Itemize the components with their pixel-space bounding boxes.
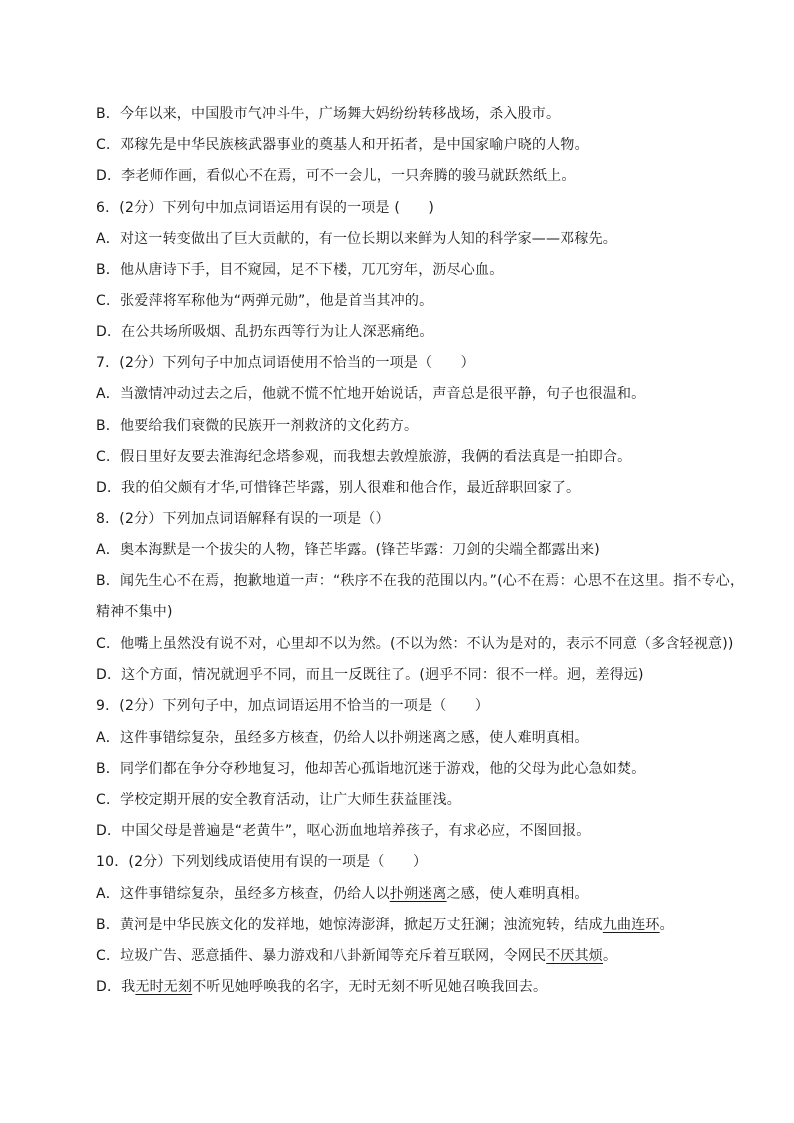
option-line: D．我的伯父颇有才华,可惜锋芒毕露，别人很难和他合作，最近辞职回家了。	[96, 480, 581, 496]
underlined-idiom: 无时无刻	[135, 979, 193, 995]
underlined-idiom: 不厌其烦	[546, 948, 603, 964]
option-line: A．这件事错综复杂，虽经多方核查，仍给人以扑朔迷离之感，使人难明真相。	[96, 730, 589, 746]
option-line: D．中国父母是普遍是“老黄牛”，呕心沥血地培养孩子，有求必应，不图回报。	[96, 823, 591, 839]
option-line: A．当激情冲动过去之后，他就不慌不忙地开始说话，声音总是很平静，句子也很温和。	[96, 386, 646, 402]
option-line: B．同学们都在争分夺秒地复习，他却苦心孤诣地沉迷于游戏，他的父母为此心急如焚。	[96, 761, 646, 777]
option-line: B．黄河是中华民族文化的发祥地，她惊涛澎湃，掀起万丈狂澜；浊流宛转，结成九曲连环。	[96, 917, 674, 933]
option-line: B．他从唐诗下手，目不窥园，足不下楼，兀兀穷年，沥尽心血。	[96, 262, 504, 278]
underlined-idiom: 九曲连环	[602, 917, 660, 933]
option-line: D．我无时无刻不听见她呼唤我的名字，无时无刻不听见她召唤我回去。	[96, 979, 548, 995]
question-line: 7．(2分）下列句子中加点词语使用不恰当的一项是（ ）	[96, 355, 475, 371]
option-line: C．学校定期开展的安全教育活动，让广大师生获益匪浅。	[96, 792, 461, 808]
option-line: C．邓稼先是中华民族核武器事业的奠基人和开拓者，是中国家喻户晓的人物。	[96, 137, 589, 153]
option-line: A．这件事错综复杂，虽经多方核查，仍给人以扑朔迷离之感，使人难明真相。	[96, 886, 589, 902]
question-line: 9．(2分）下列句子中，加点词语运用不恰当的一项是（ ）	[96, 698, 490, 714]
question-line: 8．(2分）下列加点词语解释有误的一项是（）	[96, 511, 390, 527]
question-line: 6．(2分）下列句中加点词语运用有误的一项是 ( )	[96, 200, 435, 216]
option-line: C．垃圾广告、恶意插件、暴力游戏和八卦新闻等充斥着互联网，令网民不厌其烦。	[96, 948, 618, 964]
option-line: A．对这一转变做出了巨大贡献的，有一位长期以来鲜为人知的科学家——邓稼先。	[96, 231, 617, 247]
underlined-idiom: 扑朔迷离	[389, 886, 447, 902]
option-line: B．今年以来，中国股市气冲斗牛，广场舞大妈纷纷转移战场，杀入股市。	[96, 106, 561, 122]
option-line: C．假日里好友要去淮海纪念塔参观，而我想去敦煌旅游，我俩的看法真是一拍即合。	[96, 449, 632, 465]
option-line: C．张爱萍将军称他为“两弹元勋”，他是首当其冲的。	[96, 293, 434, 309]
option-line: D．这个方面，情况就迥乎不同，而且一反既往了。(迥乎不同：很不一样。迥，差得远)	[96, 667, 644, 683]
option-line-continuation: 精神不集中)	[96, 604, 173, 620]
option-line: C．他嘴上虽然没有说不对，心里却不以为然。(不以为然：不认为是对的，表示不同意（多含轻视意))	[96, 636, 734, 652]
question-line: 10．(2分）下列划线成语使用有误的一项是（ ）	[96, 854, 428, 870]
option-line: B．闻先生心不在焉，抱歉地道一声：“秩序不在我的范围以内。”(心不在焉：心思不在这里。指不专心，	[96, 573, 745, 589]
option-line: B．他要给我们衰微的民族开一剂救济的文化药方。	[96, 418, 419, 434]
option-line: D．李老师作画，看似心不在焉，可不一会儿，一只奔腾的骏马就跃然纸上。	[96, 168, 576, 184]
option-line: A．奥本海默是一个拔尖的人物，锋芒毕露。(锋芒毕露：刀剑的尖端全都露出来)	[96, 542, 600, 558]
option-line: D．在公共场所吸烟、乱扔东西等行为让人深恶痛绝。	[96, 324, 434, 340]
